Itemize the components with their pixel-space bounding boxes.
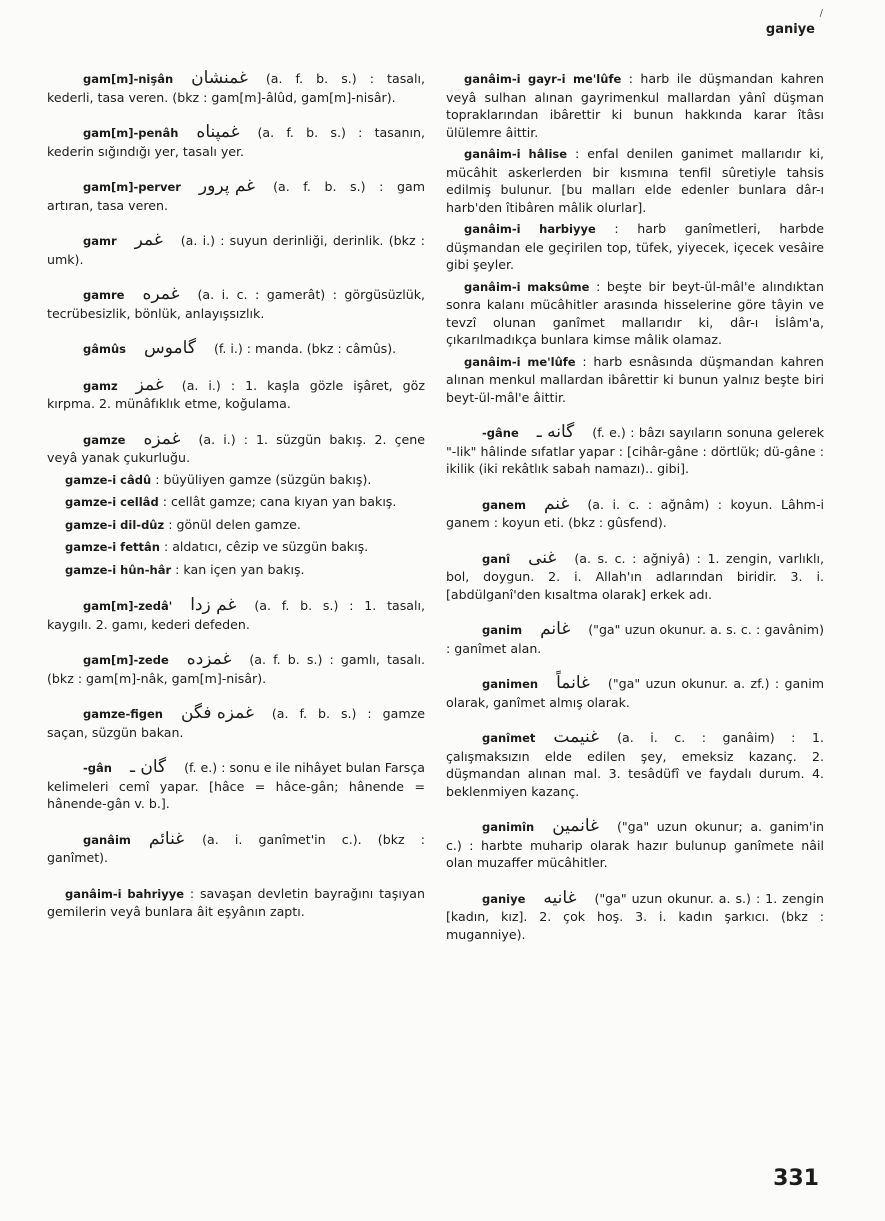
entry-headword: gamr	[83, 234, 117, 248]
dictionary-entry	[47, 759, 425, 813]
dictionary-entry	[47, 885, 425, 921]
dictionary-entry	[47, 705, 425, 741]
page-number: 331	[773, 1166, 819, 1191]
entry-definition: : cellât gamze; cana kıyan yan bakış.	[162, 494, 397, 509]
entry-headword: gamze-i dil-dûz	[65, 517, 165, 532]
right-column	[446, 70, 824, 961]
entry-headword: gamze-i câdû	[65, 472, 152, 487]
dictionary-entry	[446, 145, 824, 216]
entry-arabic-script: غانيه	[543, 887, 577, 908]
entry-headword: -gân	[83, 761, 112, 775]
dictionary-entry	[446, 547, 824, 604]
dictionary-entry	[47, 70, 425, 106]
entry-definition: : harb ganîmetleri, harbde düşmandan ele geçirilen top, tüfek, yiyecek, içecek vesâire gibi şeyler.	[446, 221, 825, 272]
entry-definition: : enfal denilen ganimet mallarıdır ki, mücâhit askerlerden bir kısmına tenfil sûretiyle tahsis edilmiş bulunur. [bu malları elde edenler bunlara dâr-ı harb'den îtibâren mâlik olurlar].	[446, 146, 824, 215]
dictionary-entry	[47, 493, 425, 512]
entry-headword: ganâim	[83, 832, 131, 847]
dictionary-entry	[47, 286, 425, 322]
entry-headword: gamz	[83, 378, 118, 393]
left-column	[47, 70, 425, 939]
entry-definition: (f. e.) : sonu e ile nihâyet bulan Farsça kelimeleri cemî yapar. [hâce = hâce-gân; hânende = hânende-gân v. b.].	[47, 760, 425, 811]
entry-arabic-script: غمزده	[186, 649, 232, 669]
entry-definition: (f. i.) : manda. (bkz : câmûs).	[213, 341, 397, 356]
entry-arabic-script: غنائم	[148, 828, 185, 849]
dictionary-entry	[446, 493, 824, 532]
entry-headword: gamre	[83, 288, 125, 302]
entry-headword: ganim	[482, 623, 523, 637]
entry-definition: ("ga" uzun okunur; a. ganim'in c.) : harbte muharip olarak hazır bulunup ganîmete nâil olan muzaffer mücâhitler.	[446, 819, 824, 870]
entry-headword: gamze-i hûn-hâr	[65, 562, 172, 577]
entry-headword: gamze-i cellâd	[65, 495, 159, 509]
entry-arabic-script: غم زدا	[190, 595, 237, 615]
entry-headword: gamze-figen	[83, 707, 163, 721]
entry-definition: : gönül delen gamze.	[168, 516, 301, 532]
dictionary-entry	[446, 675, 824, 711]
entry-definition: (a. i.) : suyun derinliği, derinlik. (bkz : umk).	[47, 233, 425, 267]
entry-headword: ganem	[482, 497, 526, 512]
entry-arabic-script: گانه ـ	[536, 422, 575, 442]
entry-definition: (a. i. ganîmet'in c.). (bkz : ganîmet).	[47, 831, 425, 865]
entry-arabic-script: غمزه فگن	[180, 703, 254, 723]
entry-definition: : beşte bir beyt-ül-mâl'e alındıktan sonra kalanı mücâhitler arasında hisselerine göre tâyin ve tevzî olunan ganîmet mallarıdır ki, dâr-ı İslâm'a, çıkarılmadıkça bunlara kimse mâlik olamaz.	[446, 278, 824, 347]
entry-definition: (a. f. b. s.) : gamze saçan, süzgün bakan.	[47, 706, 425, 740]
dictionary-entry	[47, 597, 425, 633]
entry-headword: gam[m]-perver	[83, 180, 181, 194]
entry-definition: ("ga" uzun okunur. a. s.) : 1. zengin [kadın, kız]. 2. çok hoş. 3. i. kadın şarkıcı. (bkz : muganniye).	[446, 890, 824, 942]
entry-definition: (a. i.) : 1. kaşla gözle işâret, göz kırpma. 2. münâfıklık etme, koğulama.	[47, 377, 425, 411]
entry-headword: ganî	[482, 551, 511, 566]
entry-definition: ("ga" uzun okunur. a. zf.) : ganim olarak, ganîmet almış olarak.	[446, 676, 824, 710]
entry-definition: (a. f. b. s.) : gam artıran, tasa veren.	[47, 179, 425, 213]
entry-arabic-script: غم پرور	[198, 176, 256, 196]
entry-definition: (a. f. b. s.) : tasanın, kederin sığındığı yer, tasalı yer.	[47, 125, 425, 159]
entry-definition: : harb ile düşmandan kahren veyâ sulhan alınan gayrimenkul mallardan yânî düşman topraklarından ibârettir ki bunun hakkında karar îtâsı ülülemre âittir.	[446, 71, 824, 140]
entry-definition: (f. e.) : bâzı sayıların sonuna gelerek "-lik" hâlinde sıfatlar yapar : [cihâr-gâne : dörtlük; dü-gâne : ikilik (iki rekâtlık sabah namazı).. gibi].	[446, 425, 824, 476]
dictionary-entry	[446, 621, 824, 657]
entry-headword: gâmûs	[83, 342, 127, 356]
dictionary-entry	[47, 232, 425, 268]
dictionary-entry	[47, 516, 425, 535]
entry-definition: (a. i. c. : ağnâm) : koyun. Lâhm-i ganem : koyun eti. (bkz : gûsfend).	[446, 496, 824, 530]
dictionary-entry	[47, 538, 425, 557]
entry-arabic-script: غمز	[135, 374, 164, 395]
entry-headword: ganâim-i hâlise	[464, 147, 568, 161]
entry-headword: ganîmet	[482, 731, 536, 745]
corner-mark: /	[819, 8, 823, 19]
dictionary-entry	[446, 424, 824, 478]
entry-definition: (a. f. b. s.) : tasalı, kederli, tasa veren. (bkz : gam[m]-âlûd, gam[m]-nisâr).	[47, 71, 425, 105]
dictionary-entry	[47, 428, 425, 467]
dictionary-entry	[446, 818, 824, 872]
running-head: ganiye	[765, 22, 815, 37]
entry-definition: : aldatıcı, cêzip ve süzgün bakış.	[163, 539, 369, 554]
entry-definition: : kan içen yan bakış.	[175, 561, 305, 577]
entry-arabic-script: غمر	[134, 230, 163, 250]
entry-arabic-script: غانماً	[556, 673, 590, 693]
entry-headword: gamze	[83, 432, 126, 447]
dictionary-entry	[446, 220, 824, 274]
entry-headword: gam[m]-nişân	[83, 72, 174, 86]
entry-definition: (a. s. c. : ağniyâ) : 1. zengin, varlıklı, bol, doygun. 2. i. Allah'ın adlarından biridir. 3. i. [abdülganî'den kısaltma olarak] erkek adı.	[446, 550, 824, 602]
entry-definition: ("ga" uzun okunur. a. s. c. : gavânim) : ganîmet alan.	[446, 622, 824, 656]
entry-arabic-script: غانمين	[552, 816, 599, 836]
entry-headword: ganimîn	[482, 820, 535, 834]
entry-headword: ganâim-i harbiyye	[464, 222, 596, 236]
entry-headword: gamze-i fettân	[65, 540, 160, 554]
entry-headword: gam[m]-penâh	[83, 126, 179, 140]
entry-headword: ganâim-i me'lûfe	[464, 354, 576, 369]
dictionary-entry	[446, 70, 824, 141]
entry-arabic-script: غانم	[540, 619, 571, 639]
entry-definition: (a. i.) : 1. süzgün bakış. 2. çene veyâ yanak çukurluğu.	[47, 431, 425, 465]
dictionary-entry	[446, 353, 824, 407]
entry-headword: ganâim-i bahriyye	[65, 886, 185, 901]
entry-headword: ganimen	[482, 677, 539, 691]
entry-headword: ganiye	[482, 891, 526, 906]
dictionary-entry	[47, 178, 425, 214]
entry-definition: (a. f. b. s.) : gamlı, tasalı. (bkz : gam[m]-nâk, gam[m]-nisâr).	[47, 652, 425, 686]
dictionary-entry	[47, 471, 425, 490]
dictionary-entry	[47, 124, 425, 160]
entry-headword: gam[m]-zede	[83, 653, 169, 667]
dictionary-entry	[47, 651, 425, 687]
dictionary-entry	[446, 887, 824, 944]
entry-definition: (a. i. c. : gamerât) : görgüsüzlük, tecrübesizlik, bönlük, anlayışsızlık.	[47, 287, 425, 321]
entry-definition: : büyüliyen gamze (süzgün bakış).	[155, 471, 372, 487]
dictionary-entry	[47, 561, 425, 580]
dictionary-entry	[47, 374, 425, 413]
entry-arabic-script: غمپناه	[196, 122, 240, 142]
entry-arabic-script: گان ـ	[129, 757, 167, 777]
entry-headword: ganâim-i maksûme	[464, 279, 590, 294]
entry-headword: ganâim-i gayr-i me'lûfe	[464, 72, 622, 86]
entry-definition: (a. i. c. : ganâim) : 1. çalışmaksızın elde edilen şey, emeksiz kazanç. 2. düşmandan alınan mal. 3. tesâdüfî ve faydalı durum. 4. beklenmiyen kazanç.	[446, 730, 824, 799]
dictionary-entry	[47, 340, 425, 359]
entry-definition: (a. f. b. s.) : 1. tasalı, kaygılı. 2. gamı, kederi defeden.	[47, 598, 425, 632]
dictionary-entry	[446, 278, 824, 349]
entry-headword: gam[m]-zedâ'	[83, 599, 173, 613]
entry-arabic-script: غمزه	[143, 428, 181, 449]
entry-definition: : savaşan devletin bayrağını taşıyan gemilerin veyâ bunlara âit eşyânın zaptı.	[47, 885, 425, 919]
entry-arabic-script: غنى	[528, 547, 557, 568]
entry-arabic-script: غنيمت	[553, 727, 600, 747]
entry-arabic-script: غمنشان	[191, 68, 248, 88]
entry-arabic-script: غمره	[142, 284, 180, 304]
dictionary-entry	[47, 828, 425, 867]
entry-headword: -gâne	[482, 426, 519, 440]
entry-arabic-script: غنم	[543, 493, 570, 514]
dictionary-entry	[446, 729, 824, 800]
entry-definition: : harb esnâsında düşmandan kahren alınan menkul mallardan ibârettir ki bunun yalnız beşte biri beyt-ül-mâl'e âittir.	[446, 353, 824, 405]
entry-arabic-script: گاموس	[144, 338, 196, 358]
